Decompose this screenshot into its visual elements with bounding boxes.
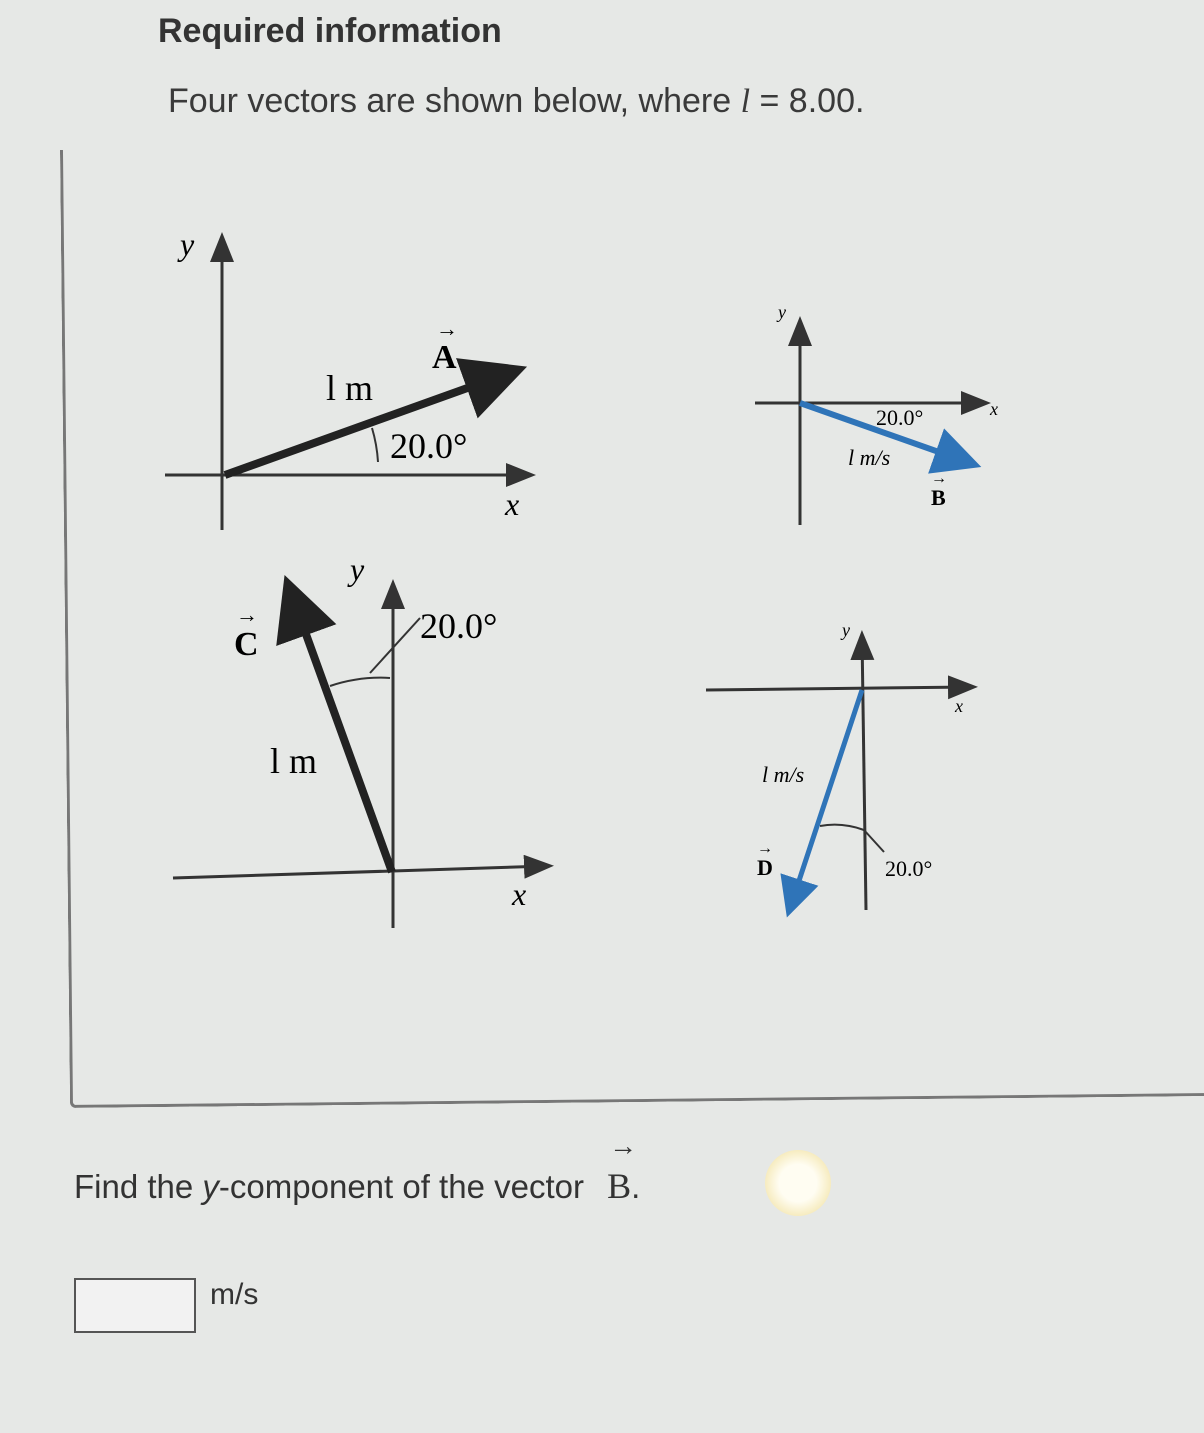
question-vector [607,1131,638,1207]
question-prefix: Find the [74,1168,203,1205]
angle-label: 20.0° [876,405,924,430]
question-middle: -component of the vector [218,1168,594,1205]
y-axis-label: y [778,302,786,322]
angle-label: 20.0° [885,856,933,881]
x-axis-label: x [505,486,520,522]
angle-label: 20.0° [420,606,498,646]
answer-input[interactable] [74,1278,196,1333]
y-axis-label: y [350,551,365,587]
vector-c-diagram [173,551,548,928]
vector-name-label: C [234,626,259,663]
vector-arrow-icon: → [436,316,458,341]
magnitude-label: l m [326,368,374,408]
statement-text: Four vectors are shown below, where [168,82,741,120]
vector-arrow-icon: → [931,470,947,487]
question-component: y [202,1168,219,1205]
screen-glare [765,1150,831,1216]
x-axis-label: x [955,696,963,716]
vector-arrow-icon: → [609,1131,638,1162]
vector-b-diagram [755,302,998,525]
angle-label: 20.0° [390,426,468,466]
y-axis-label: y [180,226,195,262]
question-suffix: . [631,1168,641,1205]
question-text [74,1131,641,1207]
section-title: Required information [158,12,502,50]
statement-variable: l [740,83,751,120]
vector-arrow-icon: → [757,840,773,857]
vector-name-label: D [757,855,773,880]
answer-unit: m/s [210,1278,259,1311]
vector-arrow-icon: → [236,602,258,627]
vector-a-diagram [165,226,530,530]
magnitude-label: l m/s [762,762,805,787]
vector-name-label: A [432,339,457,376]
question-vector-name: B [607,1166,632,1206]
y-axis-label: y [842,620,850,640]
x-axis-label: x [990,399,998,419]
vector-d-diagram [706,620,972,910]
vector-name-label: B [931,485,946,510]
magnitude-label: l m [270,741,318,781]
magnitude-label: l m/s [848,445,891,470]
x-axis-label: x [512,876,527,912]
statement-value: = 8.00. [750,82,865,120]
